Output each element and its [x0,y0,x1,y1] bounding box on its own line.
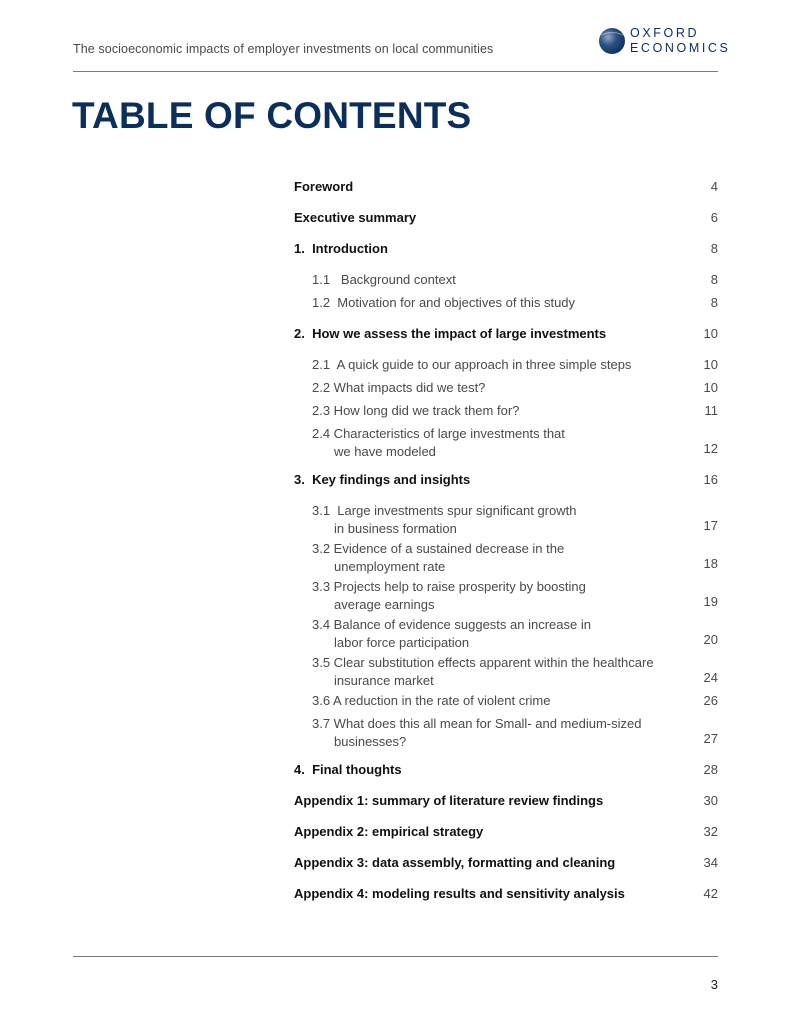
toc-entry-title: 4. Final thoughts [294,762,402,777]
toc-entry-label [312,356,688,379]
logo-globe-icon [597,26,627,56]
toc-entry-title-continuation: labor force participation [334,635,470,650]
toc-page-number: 18 [703,556,718,571]
toc-page-number: 8 [710,272,718,287]
toc-page-number: 11 [704,403,718,418]
toc-entry-title: 3.3 Projects help to raise prosperity by boosting [312,579,586,594]
toc-page-number: 26 [703,693,718,708]
page-number: 3 [710,977,718,992]
toc-entry-label [312,294,688,317]
toc-page-number: 8 [710,241,718,256]
toc-entry-label [312,425,688,463]
toc-entry-label [312,715,688,753]
toc-entry-label [294,325,688,356]
toc-entry-title: 3.6 A reduction in the rate of violent crime [312,693,551,708]
header-divider [73,71,718,72]
oxford-economics-logo [597,26,731,56]
toc-page-number: 12 [703,441,718,456]
toc-entry-title-continuation: insurance market [334,673,434,688]
toc-subentry[interactable] [294,294,718,317]
toc-entry-label [312,502,688,540]
toc-page-number: 17 [703,518,718,533]
toc-entry[interactable] [294,209,718,240]
toc-entry-title: 3. Key findings and insights [294,472,471,487]
toc-entry-label [312,402,688,425]
toc-page-number: 28 [703,762,718,777]
toc-entry-label [312,540,688,578]
footer-divider [73,956,718,957]
toc-subentry[interactable] [294,578,718,616]
toc-page-number: 6 [710,210,718,225]
toc-subentry[interactable] [294,692,718,715]
toc-entry-title: 3.7 What does this all mean for Small- and medium-sized [312,716,642,731]
toc-page-number: 34 [703,855,718,870]
toc-subentry[interactable] [294,715,718,753]
toc-entry-label [294,854,688,885]
toc-entry-title-continuation: in business formation [334,521,457,536]
toc-entry-title: Foreword [294,179,354,194]
toc-entry-label [294,792,688,823]
toc-entry-title: Appendix 4: modeling results and sensitivity analysis [294,886,625,901]
toc-page-number: 10 [703,357,718,372]
toc-entry-title: 1. Introduction [294,241,388,256]
toc-subentry[interactable] [294,616,718,654]
toc-subentry[interactable] [294,402,718,425]
toc-page-number: 10 [703,326,718,341]
toc-entry-title: 2.4 Characteristics of large investments that [312,426,565,441]
toc-page-number: 30 [703,793,718,808]
toc-entry-title: 3.2 Evidence of a sustained decrease in the [312,541,565,556]
toc-entry-title: 2.3 How long did we track them for? [312,403,520,418]
toc-entry-title-continuation: unemployment rate [334,559,446,574]
toc-entry-title: 3.4 Balance of evidence suggests an increase in [312,617,591,632]
toc-page-number: 27 [703,731,718,746]
page-title: TABLE OF CONTENTS [72,95,472,136]
toc-entry-title-continuation: we have modeled [334,444,436,459]
toc-subentry[interactable] [294,654,718,692]
toc-subentry[interactable] [294,540,718,578]
toc-entry-label [312,616,688,654]
toc-entry-label [294,471,688,502]
toc-subentry[interactable] [294,502,718,540]
toc-entry[interactable] [294,178,718,209]
toc-entry[interactable] [294,325,718,356]
table-of-contents [294,178,718,916]
running-header: The socioeconomic impacts of employer investments on local communities [73,42,494,56]
toc-entry-title: 2.2 What impacts did we test? [312,380,486,395]
toc-entry-label [294,240,688,271]
toc-page-number: 24 [703,670,718,685]
toc-page-number: 16 [703,472,718,487]
toc-entry[interactable] [294,823,718,854]
toc-entry-title: 2.1 A quick guide to our approach in three simple steps [312,357,632,372]
toc-entry-label [294,761,688,792]
toc-entry-title: 3.5 Clear substitution effects apparent within the healthcare [312,655,654,670]
toc-entry-label [294,823,688,854]
toc-entry-label [312,654,688,692]
toc-page-number: 4 [710,179,718,194]
toc-subentry[interactable] [294,356,718,379]
toc-entry[interactable] [294,471,718,502]
toc-entry-label [294,885,688,916]
toc-entry-title: Appendix 1: summary of literature review findings [294,793,604,808]
toc-entry[interactable] [294,792,718,823]
toc-entry-title-continuation: businesses? [334,734,407,749]
toc-entry[interactable] [294,761,718,792]
toc-entry[interactable] [294,854,718,885]
toc-entry-title-continuation: average earnings [334,597,435,612]
toc-entry-title: 1.1 Background context [312,272,456,287]
logo-wordmark [630,26,731,56]
toc-entry-label [312,271,688,294]
toc-entry-label [312,379,688,402]
toc-entry[interactable] [294,240,718,271]
toc-entry-title: 2. How we assess the impact of large investments [294,326,607,341]
toc-entry-label [294,178,688,209]
logo-line-1: OXFORD [630,26,700,40]
toc-subentry[interactable] [294,379,718,402]
toc-page-number: 42 [703,886,718,901]
toc-entry-label [294,209,688,240]
toc-subentry[interactable] [294,271,718,294]
toc-entry[interactable] [294,885,718,916]
toc-entry-title: Appendix 3: data assembly, formatting and cleaning [294,855,616,870]
toc-entry-title: 3.1 Large investments spur significant growth [312,503,577,518]
toc-page-number: 8 [710,295,718,310]
toc-entry-label [312,692,688,715]
toc-entry-title: Executive summary [294,210,417,225]
toc-page-number: 10 [703,380,718,395]
logo-line-2: ECONOMICS [630,41,731,55]
toc-page-number: 32 [703,824,718,839]
toc-entry-title: 1.2 Motivation for and objectives of this study [312,295,576,310]
toc-entry-title: Appendix 2: empirical strategy [294,824,484,839]
toc-subentry[interactable] [294,425,718,463]
toc-entry-label [312,578,688,616]
toc-page-number: 19 [703,594,718,609]
toc-page-number: 20 [703,632,718,647]
